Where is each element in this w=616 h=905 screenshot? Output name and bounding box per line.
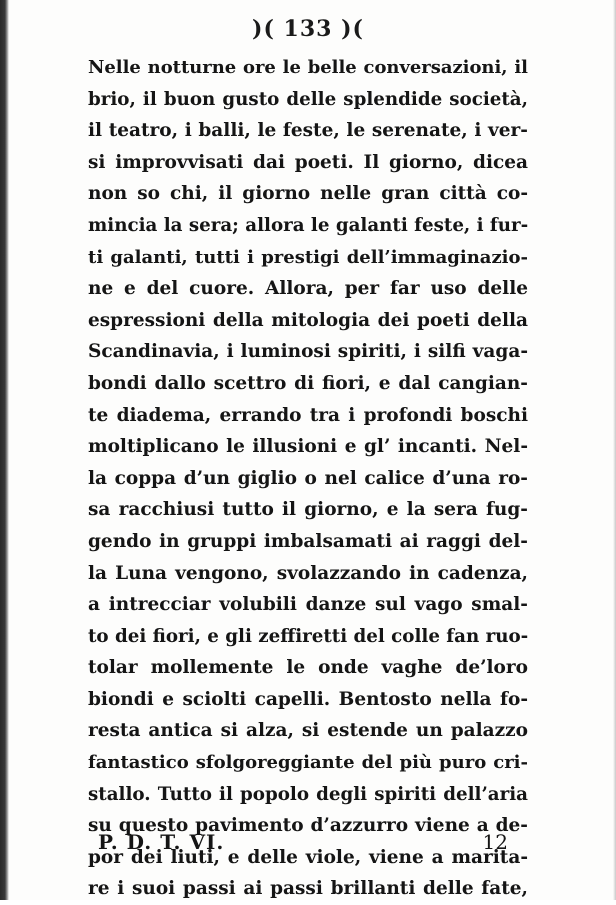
text-line: Nelle notturne ore le belle conversazioni, il [88,57,528,78]
text-line: a intrecciar volubili danze sul vago smal- [88,594,528,616]
text-line: brio, il buon gusto delle splendide società, [88,88,528,110]
text-line: su questo pavimento d’azzurro viene a de- [88,815,528,837]
text-line: ne e del cuore. Allora, per far uso delle [88,278,528,300]
text-line: mincia la sera; allora le galanti feste, i fur- [88,214,529,236]
text-line: ti galanti, tutti i prestigi dell’immaginazio- [88,246,528,268]
body-text [88,52,528,905]
page-footer [98,830,508,860]
text-line: te diadema, errando tra i profondi boschi [88,404,528,426]
text-line: resta antica si alza, si estende un palazzo [88,720,528,742]
text-line: sa racchiusi tutto il giorno, e la sera fug- [88,499,528,521]
text-line: non so chi, il giorno nelle gran città co- [88,183,528,205]
text-line: si improvvisati dai poeti. Il giorno, dicea [88,151,528,173]
sheet-number: 12 [482,830,508,854]
text-line: stallo. Tutto il popolo degli spiriti dell’aria [88,783,528,805]
text-line: fantastico sfolgoreggiante del più puro cri- [88,752,528,774]
text-line: espressioni della mitologia dei poeti della [88,309,528,331]
text-line: re i suoi passi ai passi brillanti delle fate, [88,878,528,900]
text-line: por dei liuti, e delle viole, viene a marita- [88,846,528,868]
text-line: biondi e sciolti capelli. Bentosto nella fo- [88,688,528,710]
text-line: moltiplicano le illusioni e gl’ incanti. Nel- [88,436,528,458]
text-line: la Luna vengono, svolazzando in cadenza, [88,562,528,584]
text-line: tolar mollemente le onde vaghe de’loro [88,657,528,679]
text-line: la coppa d’un giglio o nel calice d’una ro- [88,467,528,489]
text-line: bondi dallo scettro di fiori, e dal cangian- [88,372,528,394]
text-line: il teatro, i balli, le feste, le serenate, i ver- [88,120,528,142]
page-number: )( 133 )( [252,16,364,42]
text-line: gendo in gruppi imbalsamati ai raggi del- [88,530,528,552]
text-line: to dei fiori, e gli zeffiretti del colle fan ruo- [88,625,529,647]
binding-shadow [0,0,9,900]
text-line: Scandinavia, i luminosi spiriti, i silfi vaga- [88,341,528,363]
printer-signature: P. D. T. VI. [98,830,225,854]
